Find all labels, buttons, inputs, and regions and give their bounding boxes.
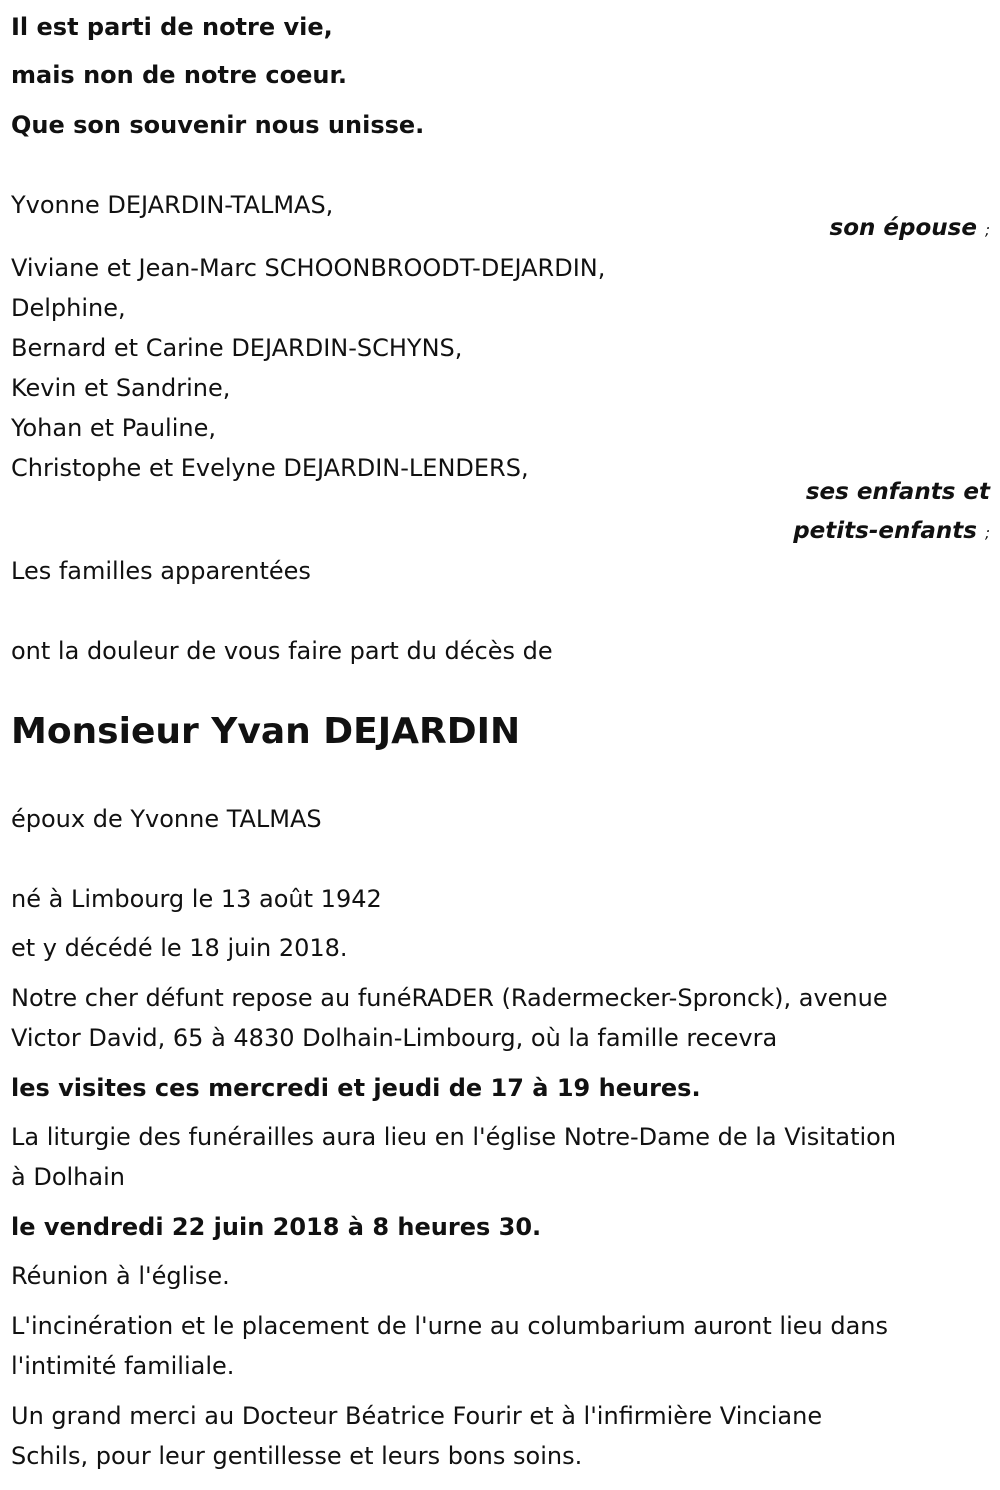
repose-line-2: Victor David, 65 à 4830 Dolhain-Limbourg, où la famille recevra [11,1024,778,1052]
meeting-line: Réunion à l'église. [11,1262,230,1290]
children-role-line-2 [793,516,990,548]
intro-line-2: mais non de notre coeur. [11,61,348,89]
child-line-5: Yohan et Pauline, [11,414,216,442]
spouse-role-label: son épouse [829,215,977,241]
child-line-4: Kevin et Sandrine, [11,374,231,402]
birth-line: né à Limbourg le 13 août 1942 [11,885,382,913]
intro-line-1: Il est parti de notre vie, [11,13,333,41]
cremation-line-2: l'intimité familiale. [11,1352,235,1380]
repose-line-1: Notre cher défunt repose au funéRADER (Radermecker-Spronck), avenue [11,984,888,1012]
visits-line: les visites ces mercredi et jeudi de 17 à 19 heures. [11,1074,701,1102]
spouse-role-semicolon: ; [984,221,990,239]
intro-line-3: Que son souvenir nous unisse. [11,111,425,139]
child-line-1: Viviane et Jean-Marc SCHOONBROODT-DEJARDIN, [11,254,606,282]
spouse-role [830,213,990,245]
thanks-line-2: Schils, pour leur gentillesse et leurs bons soins. [11,1442,583,1470]
children-role-line-1: ses enfants et [805,479,990,505]
children-role-semicolon: ; [984,524,990,542]
spouse-name: Yvonne DEJARDIN-TALMAS, [11,191,334,219]
liturgy-line-1: La liturgie des funérailles aura lieu en l'église Notre-Dame de la Visitation [11,1123,897,1151]
liturgy-line-2: à Dolhain [11,1163,125,1191]
thanks-line-1: Un grand merci au Docteur Béatrice Fourir et à l'infirmière Vinciane [11,1402,823,1430]
cremation-line-1: L'incinération et le placement de l'urne au columbarium auront lieu dans [11,1312,889,1340]
announcement-line: ont la douleur de vous faire part du décès de [11,637,553,665]
deceased-name: Monsieur Yvan DEJARDIN [11,711,521,752]
funeral-date-line: le vendredi 22 juin 2018 à 8 heures 30. [11,1213,542,1241]
relatives-line: Les familles apparentées [11,557,311,585]
child-line-3: Bernard et Carine DEJARDIN-SCHYNS, [11,334,463,362]
children-role-label: petits-enfants [793,518,977,544]
child-line-6: Christophe et Evelyne DEJARDIN-LENDERS, [11,454,529,482]
child-line-2: Delphine, [11,294,126,322]
death-line: et y décédé le 18 juin 2018. [11,934,348,962]
deceased-spouse: époux de Yvonne TALMAS [11,805,322,833]
